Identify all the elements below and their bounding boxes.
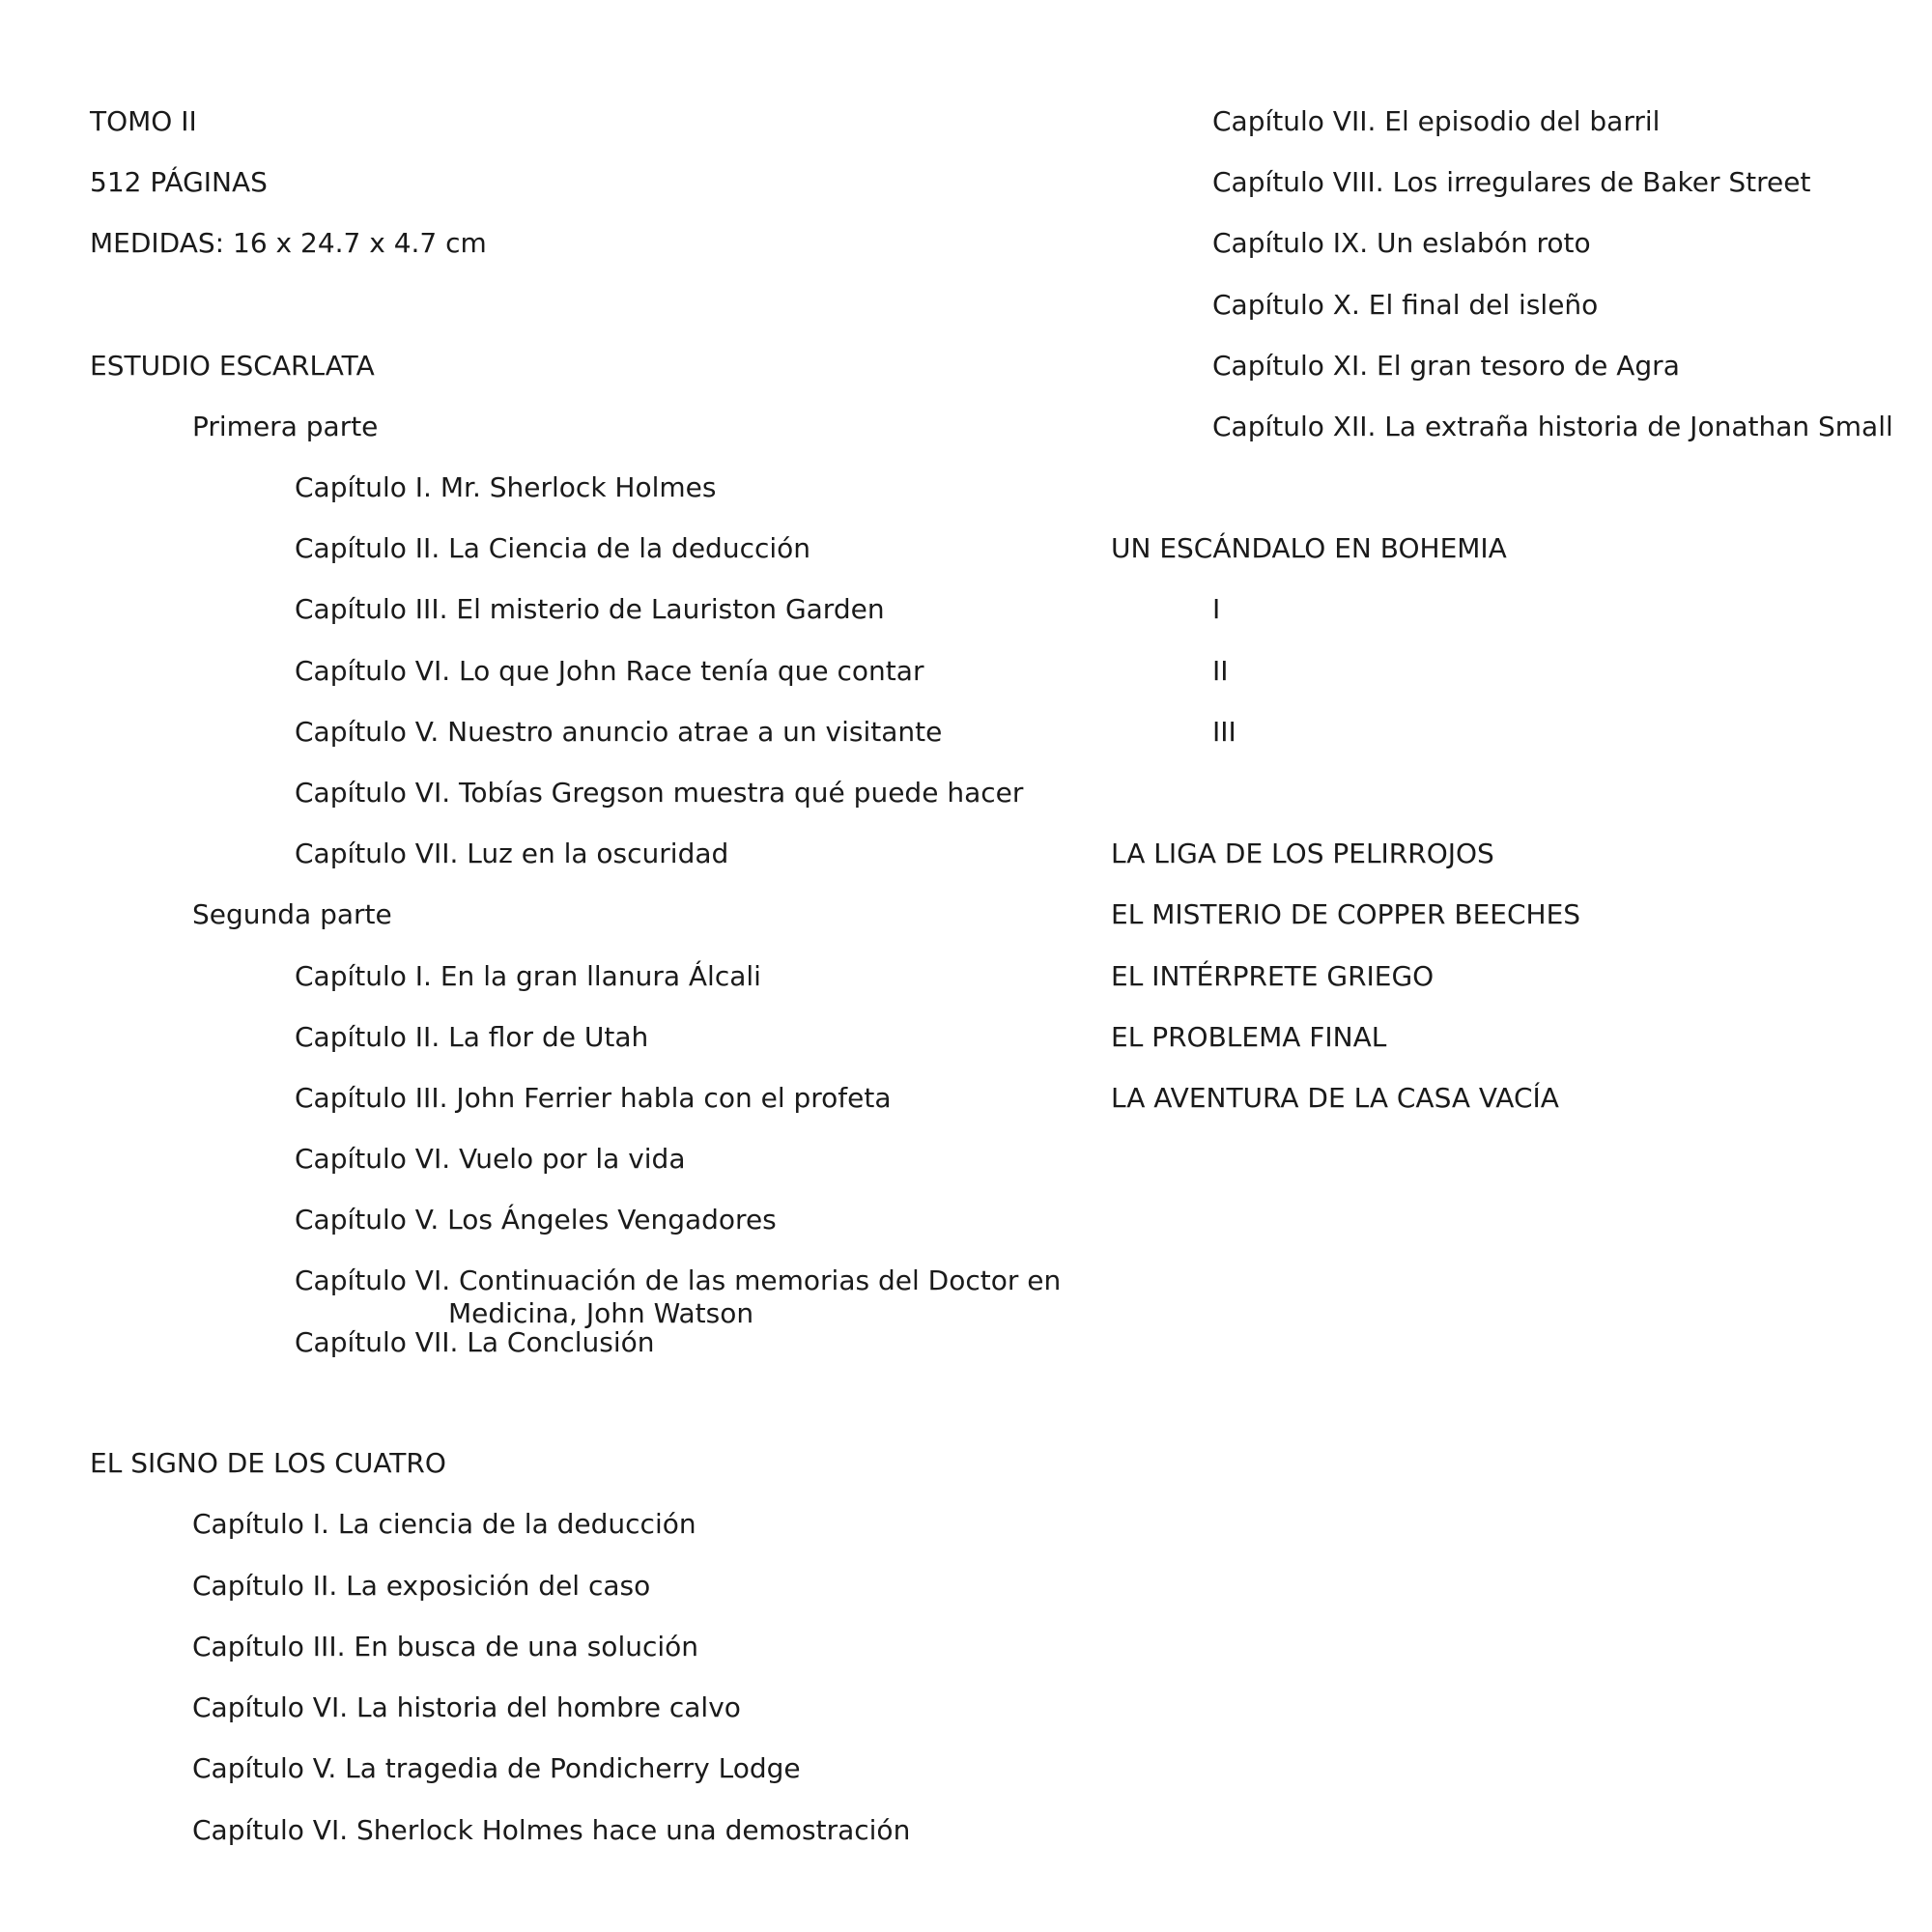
- story-title: EL INTÉRPRETE GRIEGO: [1111, 960, 1435, 992]
- part-label-primera: Primera parte: [192, 411, 379, 442]
- chapter-item: Capítulo VI. Sherlock Holmes hace una demostración: [192, 1814, 911, 1846]
- chapter-item: Capítulo X. El final del isleño: [1212, 289, 1599, 321]
- chapter-item: Capítulo I. Mr. Sherlock Holmes: [295, 471, 717, 503]
- chapter-item: Capítulo III. John Ferrier habla con el profeta: [295, 1082, 892, 1114]
- part-numeral: II: [1212, 655, 1229, 687]
- chapter-item: Capítulo III. En busca de una solución: [192, 1631, 699, 1662]
- part-numeral: III: [1212, 716, 1236, 748]
- chapter-item: Capítulo I. En la gran llanura Álcali: [295, 960, 761, 992]
- part-numeral: I: [1212, 593, 1221, 625]
- chapter-item: Capítulo IX. Un eslabón roto: [1212, 227, 1591, 259]
- section-title-estudio-escarlata: ESTUDIO ESCARLATA: [90, 350, 375, 382]
- story-title: LA LIGA DE LOS PELIRROJOS: [1111, 838, 1494, 869]
- chapter-item: Capítulo VII. La Conclusión: [295, 1326, 655, 1358]
- story-title: EL MISTERIO DE COPPER BEECHES: [1111, 898, 1581, 930]
- chapter-item: Capítulo V. La tragedia de Pondicherry Lodge: [192, 1752, 801, 1784]
- chapter-item: Capítulo XII. La extraña historia de Jonathan Small: [1212, 411, 1893, 442]
- chapter-item: Capítulo II. La Ciencia de la deducción: [295, 532, 811, 564]
- story-title: LA AVENTURA DE LA CASA VACÍA: [1111, 1082, 1559, 1114]
- chapter-item: Capítulo II. La flor de Utah: [295, 1021, 649, 1053]
- chapter-item: Capítulo V. Los Ángeles Vengadores: [295, 1204, 777, 1236]
- chapter-item: Capítulo VI. Tobías Gregson muestra qué puede hacer: [295, 777, 1024, 809]
- section-title-escandalo-bohemia: UN ESCÁNDALO EN BOHEMIA: [1111, 532, 1507, 564]
- dimensions: MEDIDAS: 16 x 24.7 x 4.7 cm: [90, 227, 487, 259]
- chapter-item: Capítulo VII. Luz en la oscuridad: [295, 838, 729, 869]
- part-label-segunda: Segunda parte: [192, 898, 392, 930]
- volume-label: TOMO II: [90, 105, 197, 137]
- chapter-item: Capítulo III. El misterio de Lauriston Garden: [295, 593, 885, 625]
- page-count: 512 PÁGINAS: [90, 166, 268, 198]
- chapter-item: Capítulo VII. El episodio del barril: [1212, 105, 1661, 137]
- section-title-signo-de-los-cuatro: EL SIGNO DE LOS CUATRO: [90, 1447, 446, 1479]
- story-title: EL PROBLEMA FINAL: [1111, 1021, 1387, 1053]
- chapter-item: Capítulo VI. Lo que John Race tenía que contar: [295, 655, 924, 687]
- chapter-item: Capítulo I. La ciencia de la deducción: [192, 1508, 696, 1540]
- chapter-item: Capítulo V. Nuestro anuncio atrae a un visitante: [295, 716, 943, 748]
- chapter-item: Capítulo II. La exposición del caso: [192, 1570, 651, 1602]
- chapter-item: Capítulo VIII. Los irregulares de Baker Street: [1212, 166, 1811, 198]
- chapter-item-wrapped: Capítulo VI. Continuación de las memorias del Doctor en Medicina, John Watson: [295, 1264, 1062, 1329]
- chapter-item: Capítulo VI. Vuelo por la vida: [295, 1143, 686, 1175]
- chapter-item: Capítulo XI. El gran tesoro de Agra: [1212, 350, 1680, 382]
- chapter-item: Capítulo VI. La historia del hombre calvo: [192, 1691, 741, 1723]
